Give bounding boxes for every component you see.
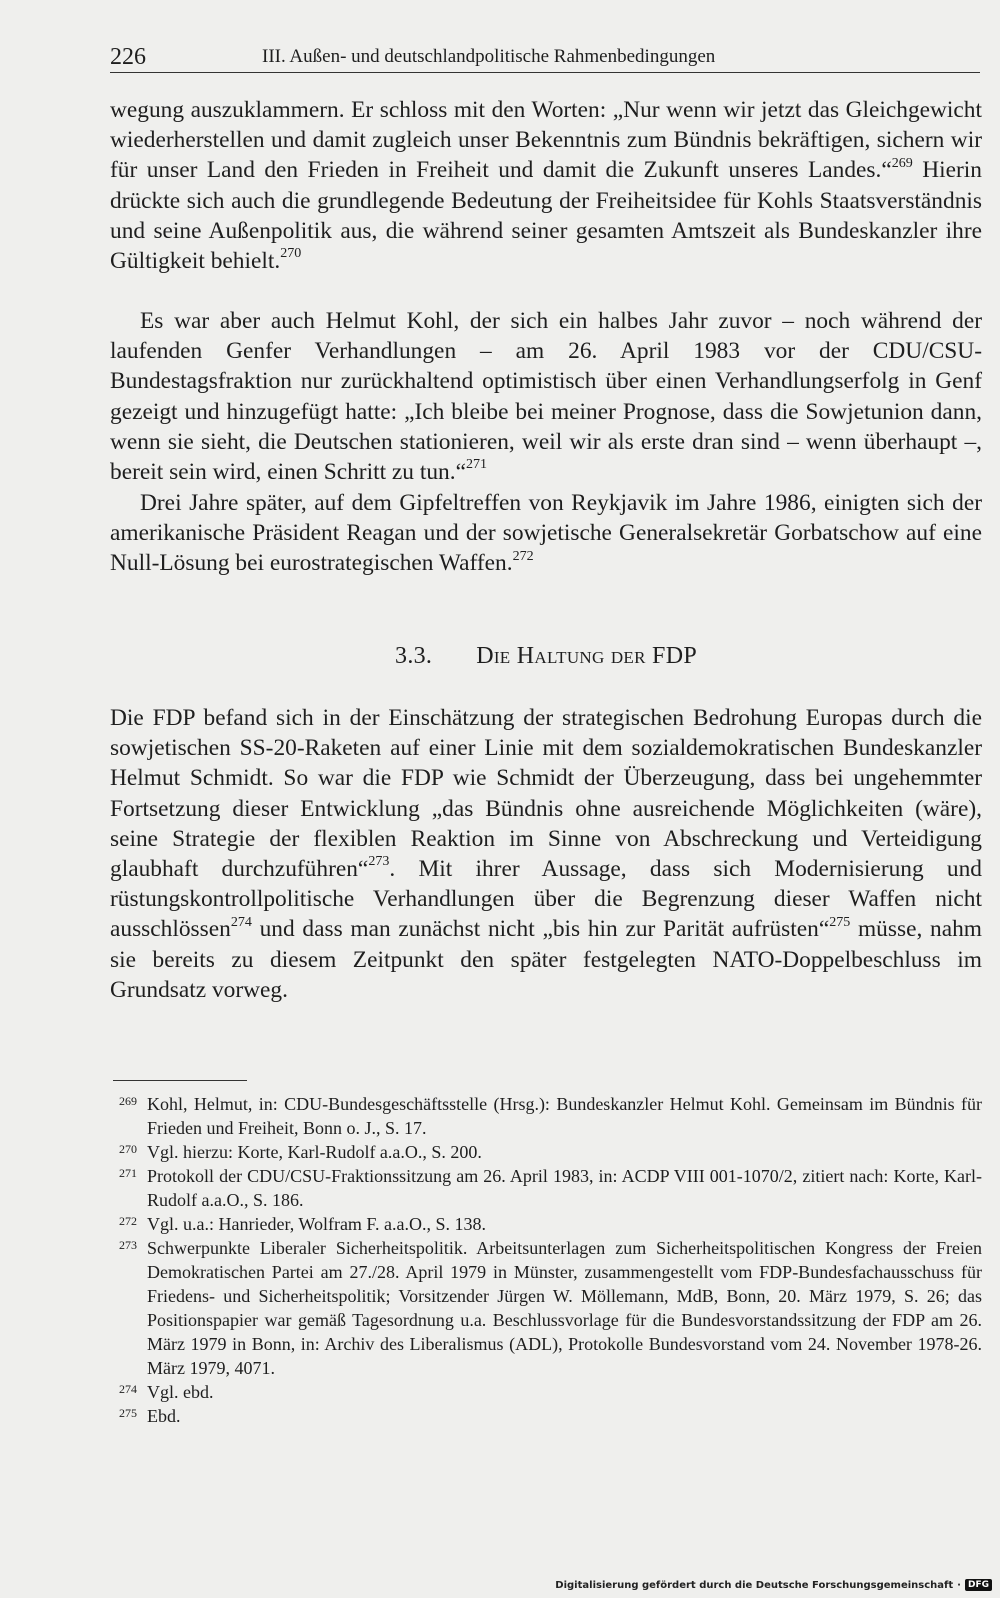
footnotes	[110, 1092, 982, 1428]
footnote-ref-273[interactable]: 273	[368, 853, 390, 870]
footnote-number: 271	[119, 1166, 137, 1180]
paragraph-text: wegung auszuklammern. Er schloss mit den Worten: „Nur wenn wir jetzt das Gleichgewicht wiederherstellen und damit zugleich unser Bekenntnis zum Bündnis bekräftigen, sichern wir für unser Land den Frieden in Freiheit und damit die Zukunft unseres Landes.“	[110, 97, 982, 184]
paragraph-text: Es war aber auch Helmut Kohl, der sich ein halbes Jahr zuvor – noch während der laufenden Genfer Verhandlungen – am 26. April 1983 vor der CDU/CSU-Bundestagsfraktion nur zurückhaltend optimistisch über einen Verhandlungserfolg in Genf gezeigt und hinzugefügt hatte: „Ich bleibe bei meiner Prognose, dass die Sowjetunion dann, wenn sie sieht, die Deutschen stationieren, weil wir als erste dran sind – wenn überhaupt –, bereit sein wird, einen Schritt zu tun.“	[110, 308, 982, 486]
paragraph-text: Hierin drückte sich auch die grundlegende Bedeutung der Freiheitsidee für Kohls Staatsverständnis und seine Außenpolitik aus, die während seiner gesamten Amtszeit als Bundeskanzler ihre Gültigkeit behielt.	[110, 157, 982, 275]
paragraph-2	[110, 306, 982, 487]
footnote-text: Vgl. u.a.: Hanrieder, Wolfram F. a.a.O., S. 138.	[147, 1214, 486, 1234]
footnote-273	[110, 1236, 982, 1380]
footnote-274	[110, 1380, 982, 1404]
footnote-271	[110, 1164, 982, 1212]
footnote-ref-275[interactable]: 275	[829, 913, 851, 930]
footnote-272	[110, 1212, 982, 1236]
footnote-ref-272[interactable]: 272	[512, 547, 534, 564]
paragraph-3	[110, 488, 982, 579]
page-number: 226	[110, 44, 146, 70]
footnote-number: 270	[119, 1142, 137, 1156]
footnote-ref-270[interactable]: 270	[280, 245, 302, 262]
section-title: Die Haltung der FDP	[476, 643, 697, 669]
footnote-ref-269[interactable]: 269	[891, 154, 913, 171]
page-header	[110, 42, 980, 73]
footnote-divider	[113, 1080, 247, 1081]
footnote-number: 273	[119, 1238, 137, 1252]
paragraph-1	[110, 95, 982, 276]
footnote-275	[110, 1404, 982, 1428]
paragraph-4	[110, 703, 982, 1005]
paragraph-text: Die FDP befand sich in der Einschätzung der strategischen Bedrohung Europas durch die sowjetischen SS-20-Raketen auf einer Linie mit dem sozialdemokratischen Bundeskanzler Helmut Schmidt. So war die FDP wie Schmidt der Überzeugung, dass bei ungehemmter Fortsetzung dieser Entwicklung „das Bündnis ohne ausreichende Möglichkeiten (wäre), seine Strategie der flexiblen Reaktion im Sinne von Abschreckung und Verteidigung glaubhaft durchzuführen“	[110, 705, 982, 883]
digitization-footer	[555, 1576, 992, 1594]
footnote-text: Schwerpunkte Liberaler Sicherheitspolitik. Arbeitsunterlagen zum Sicherheitspolitischen Kongress der Freien Demokratischen Partei am 27./28. April 1979 in Münster, zusammengestellt vom FDP-Bundesfachausschuss für Friedens- und Sicherheitspolitik; Vorsitzender Jürgen W. Möllemann, MdB, Bonn, 20. März 1979, S. 26; das Positionspapier war gemäß Tagesordnung u.a. Beschlussvorlage für die Bundesvorstandssitzung der FDP am 26. März 1979 in Bonn, in: Archiv des Liberalismus (ADL), Protokolle Bundesvorstand vom 24. November 1978-26. März 1979, 4071.	[147, 1238, 982, 1378]
paragraph-text: und dass man zunächst nicht „bis hin zur Parität aufrüsten“	[251, 916, 830, 943]
paragraph-text: müsse, nahm sie bereits zu diesem Zeitpunkt den später festgelegten NATO-Doppelbeschluss im Grundsatz vorweg.	[110, 916, 982, 1003]
footer-separator: ·	[957, 1579, 961, 1591]
dfg-logo: DFG	[965, 1579, 992, 1591]
footer-text: Digitalisierung gefördert durch die Deutsche Forschungsgemeinschaft	[555, 1579, 954, 1591]
running-title: III. Außen- und deutschlandpolitische Rahmenbedingungen	[262, 46, 716, 67]
footnote-ref-274[interactable]: 274	[230, 913, 252, 930]
footnote-number: 274	[119, 1382, 137, 1396]
footnote-text: Protokoll der CDU/CSU-Fraktionssitzung am 26. April 1983, in: ACDP VIII 001-1070/2, zitiert nach: Korte, Karl-Rudolf a.a.O., S. 186.	[147, 1166, 982, 1210]
footnote-text: Vgl. hierzu: Korte, Karl-Rudolf a.a.O., S. 200.	[147, 1142, 482, 1162]
footnote-text: Kohl, Helmut, in: CDU-Bundesgeschäftsstelle (Hrsg.): Bundeskanzler Helmut Kohl. Gemeinsam im Bündnis für Frieden und Freiheit, Bonn o. J., S. 17.	[147, 1094, 982, 1138]
section-number: 3.3.	[395, 643, 433, 669]
footnote-number: 272	[119, 1214, 137, 1228]
footnote-270	[110, 1140, 982, 1164]
paragraph-text: Drei Jahre später, auf dem Gipfeltreffen von Reykjavik im Jahre 1986, einigten sich der amerikanische Präsident Reagan und der sowjetische Generalsekretär Gorbatschow auf eine Null-Lösung bei eurostrategischen Waffen.	[110, 490, 982, 577]
footnote-number: 269	[119, 1094, 137, 1108]
footnote-text: Vgl. ebd.	[147, 1382, 214, 1402]
paragraph-text: . Mit ihrer Aussage, dass sich Modernisierung und rüstungskontrollpolitische Verhandlungen über die Begrenzung dieser Waffen nicht ausschlössen	[110, 856, 982, 943]
footnote-text: Ebd.	[147, 1406, 181, 1426]
section-heading	[110, 643, 982, 670]
footnote-ref-271[interactable]: 271	[465, 456, 488, 473]
footnote-number: 275	[119, 1406, 137, 1420]
footnote-269	[110, 1092, 982, 1140]
